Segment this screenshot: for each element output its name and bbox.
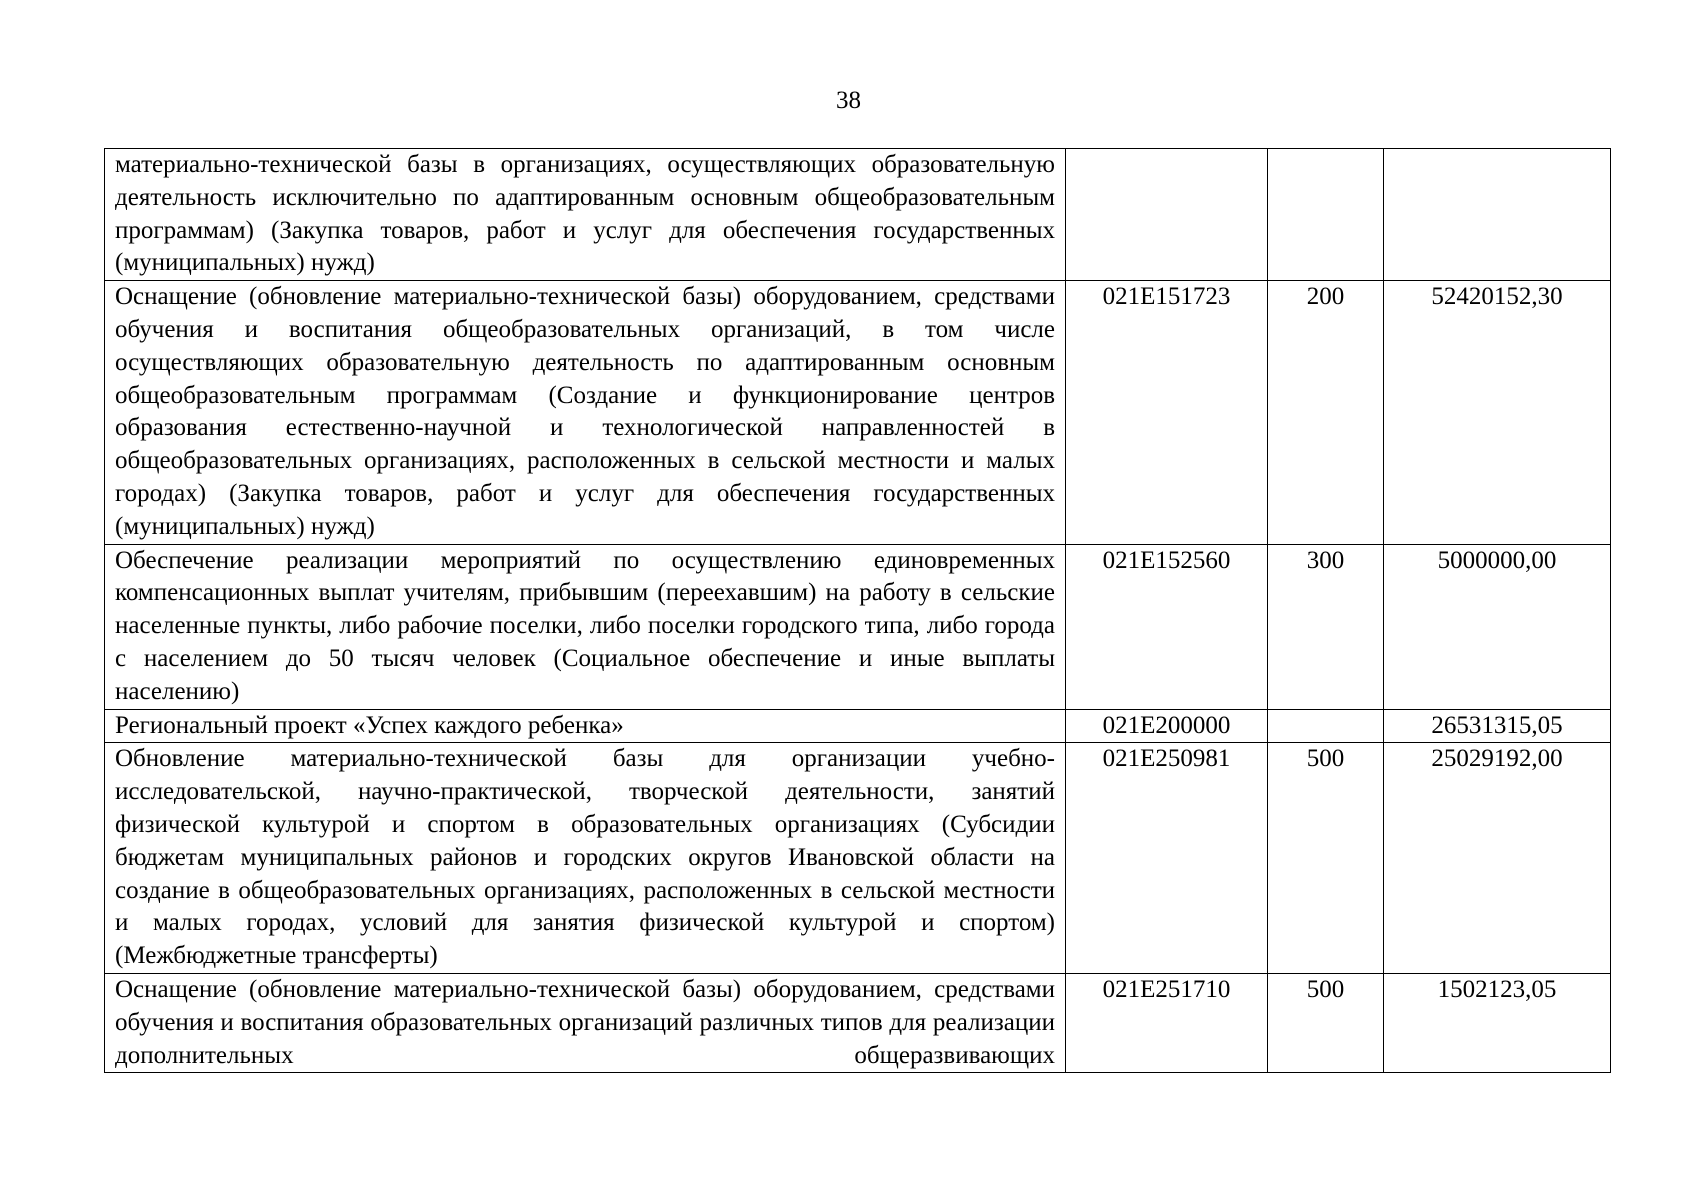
row-description: Оснащение (обновление материально-технической базы) оборудованием, средствами обучения и воспитания общеобразовательных организаций, в том числе осуществляющих образовательную деятельность по адаптированным основным общеобразовательным программам (Создание и функционирование центров образования естественно-научной и технологической направленностей в общеобразовательных организациях, расположенных в сельской местности и малых городах) (Закупка товаров, работ и услуг для обеспечения государственных (муниципальных) нужд) bbox=[105, 281, 1066, 544]
row-amount: 26531315,05 bbox=[1384, 709, 1611, 743]
table-row bbox=[105, 544, 1611, 709]
row-expense-type bbox=[1268, 149, 1384, 281]
table-row bbox=[105, 149, 1611, 281]
row-code: 021Е251710 bbox=[1066, 973, 1268, 1072]
row-description: материально-технической базы в организациях, осуществляющих образовательную деятельность исключительно по адаптированным основным общеобразовательным программам) (Закупка товаров, работ и услуг для обеспечения государственных (муниципальных) нужд) bbox=[105, 149, 1066, 281]
row-code: 021Е152560 bbox=[1066, 544, 1268, 709]
row-amount: 52420152,30 bbox=[1384, 281, 1611, 544]
row-description: Оснащение (обновление материально-технической базы) оборудованием, средствами обучения и воспитания образовательных организаций различных типов для реализации дополнительных общеразвивающих bbox=[105, 973, 1066, 1072]
table-row bbox=[105, 743, 1611, 974]
row-description: Обновление материально-технической базы для организации учебно-исследовательской, научно-практической, творческой деятельности, занятий физической культурой и спортом в образовательных организациях (Субсидии бюджетам муниципальных районов и городских округов Ивановской области на создание в общеобразовательных организациях, расположенных в сельской местности и малых городах, условий для занятия физической культурой и спортом) (Межбюджетные трансферты) bbox=[105, 743, 1066, 974]
row-expense-type: 200 bbox=[1268, 281, 1384, 544]
row-code: 021Е200000 bbox=[1066, 709, 1268, 743]
page-number: 38 bbox=[836, 87, 861, 114]
row-description: Региональный проект «Успех каждого ребенка» bbox=[105, 709, 1066, 743]
table-row bbox=[105, 973, 1611, 1072]
row-code: 021Е250981 bbox=[1066, 743, 1268, 974]
row-expense-type: 300 bbox=[1268, 544, 1384, 709]
row-amount: 1502123,05 bbox=[1384, 973, 1611, 1072]
table-row bbox=[105, 709, 1611, 743]
row-code bbox=[1066, 149, 1268, 281]
row-amount: 25029192,00 bbox=[1384, 743, 1611, 974]
row-expense-type bbox=[1268, 709, 1384, 743]
row-description: Обеспечение реализации мероприятий по осуществлению единовременных компенсационных выплат учителям, прибывшим (переехавшим) на работу в сельские населенные пункты, либо рабочие поселки, либо поселки городского типа, либо города с населением до 50 тысяч человек (Социальное обеспечение и иные выплаты населению) bbox=[105, 544, 1066, 709]
row-code: 021Е151723 bbox=[1066, 281, 1268, 544]
budget-table bbox=[104, 148, 1611, 1073]
table-row bbox=[105, 281, 1611, 544]
row-expense-type: 500 bbox=[1268, 743, 1384, 974]
row-expense-type: 500 bbox=[1268, 973, 1384, 1072]
row-amount bbox=[1384, 149, 1611, 281]
row-amount: 5000000,00 bbox=[1384, 544, 1611, 709]
